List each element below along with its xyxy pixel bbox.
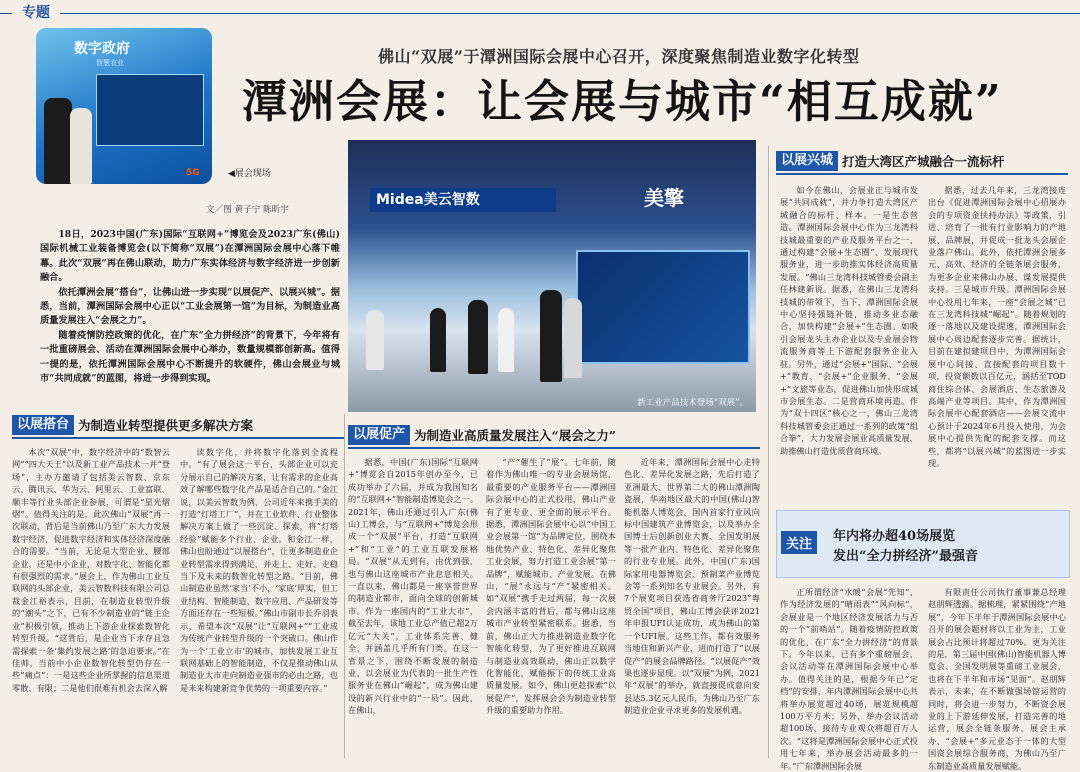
paragraph: 正所谓经济“水暖”会展“先知”，作为经济发展的“晴雨表”“风向标”，会展业是一个地区经济发展活力与否的一个“前哨站”。随着疫情防控政策的优化，在广东“全力拼经济”的背景下，今年以来，已有多个重磅展会，会议活动等在潭洲国际会展中心举办。值得关注的是，根据今年已“定档”的安排，年内潭洲国际会展中心共将举办展览超过40场，展览规模超100万平方米；另外，举办会议活动超100场，接待专业观众将超百万人次。“这将是潭洲国际会展中心正式投用七年来，举办展会活动最多的一年。”广东潭洲国际会展 (780, 587, 918, 771)
paragraph: 近年来，潭洲国际会展中心走特色化、差异化发展之路，先后打造了亚洲最大、世界第二大的佛山潭洲陶瓷展，华南地区最大的中国(佛山)智能机器人博览会，国内首家行业风向标中国建筑产业博览会，以及举办全国博士后创新创业大赛、全国发明展等一批产业内、特色化、差异化聚焦的行业专业展。此外，中国(广东)国际家用电器博览会、预制菜产业博览会等一系列知名专业展会。另外，有7个展览项目获选省商务厅2023“粤贸全国”项目，佛山工博会获评2021年申报UFI认证成功，成为佛山的第一个UFI展。这些工作，都有效服务当地佳和新兴产业，进而打造了“以展促产”的展会品牌路径。“以展促产”效果也逐步显现。以“双展”为例，2021年“双展”的举办，就直接促成意向安县达5.3亿元人民币，为佛山乃至广东制造业企业寻求更多的发展机遇。 (624, 457, 760, 716)
section-title: 打造大湾区产城融合一流标杆 (842, 154, 1005, 169)
focus-line1: 年内将办超40场展览 (833, 529, 956, 544)
section-header-industry (348, 424, 760, 446)
visitor-figure (498, 308, 514, 372)
focus-line2: 发出“全力拼经济”最强音 (833, 549, 978, 564)
top-bar (0, 0, 1080, 26)
visitor-figure (366, 310, 384, 370)
visitor-figure (44, 98, 72, 184)
section-header-city (776, 150, 1068, 172)
focus-box (776, 510, 1070, 578)
section-tag: 专题 (12, 4, 60, 22)
lead-paragraph: 随着疫情防控政策的优化，在广东“全力拼经济”的背景下，今年将有一批重磅展会、活动在潭洲国际会展中心举办，数量规模都创新高。值得一提的是，依托潭洲国际会展中心不断提升的软硬件，佛山会展业与城市“共同成就”的蓝图，将进一步得到实现。 (40, 329, 340, 385)
exhibition-photo (36, 28, 212, 184)
section-title: 为制造业高质量发展注入“展会之力” (414, 428, 616, 443)
paragraph: 据悉，过去几年来，三龙湾接连出台《促进潭洲国际会展中心招展办会的专项资金扶持办法》等政策，引进、培育了一批有行业影响力的产地展、品牌展，并促成一批龙头会展企业落户佛山。此外，依托潭洲会展多元、高效、经济的全链条展会服务，为更多企业来佛山办展、谋发展提供支持。三是城市升级。潭洲国际会展中心投用七年来，一座“会展之城”已在三龙湾科技城“崛起”。随着规划的逐一落地以及建设提速，潭洲国际会展中心周边配套逐步完善。据统计，目前在建拟建项目中，为潭洲国际会展中心间接、直接配套的项目数十项，投资额数以百亿元，涵括至TOD商住综合体、会展酒店、生态旅游及高端产业等项目。其中，作为潭洲国际会展中心配套酒店——会展交流中心预计于2024年6月投入使用，为会展中心提供先配的配套支撑。而这些，都将“以展兴城”的蓝图进一步实现。 (928, 185, 1066, 468)
article-column (780, 586, 918, 771)
section-title: 为制造业转型提供更多解决方案 (78, 418, 254, 433)
lead-paragraph: 18日，2023中国(广东)国际“互联网+”博览会及2023广东(佛山)国际机械工业装备博览会(以下简称“双展”)在潭洲国际会展中心落下帷幕。此次“双展”再在佛山联动，助力广东实体经济与数字经济进一步创新融合。 (40, 229, 340, 284)
headline-subtitle: 佛山“双展”于潭洲国际会展中心召开，深度聚焦制造业数字化转型 (378, 47, 860, 66)
booth-brand-right: 美擎 (644, 186, 684, 210)
focus-label: 关注 (781, 531, 817, 554)
lead-paragraphs (40, 228, 340, 386)
article-column (486, 456, 616, 758)
visitor-figure (468, 300, 488, 374)
5g-badge: 5G (186, 168, 200, 178)
paragraph: 有限责任公司执行董事兼总经理赵朋辉透露。据梳理，紧紧围绕“产地展”，今年下半年于潭洲国际会展中心召开的展会题材将以工业为主，工业展会占比预计将超过70%。更为关注的是，第三届中国(佛山)智能机器人博览会、全国发明展等重磅工业展会，也将在下半年和市场“见面”。赵朋辉表示，未来，在不断做强场馆运营的同时，将会进一步努力，不断资会展业的上下游延伸发展，打造完善的地运营，展会全链条服务，展会主承办、“会展+”多元业态于一体的大型国资会展综合服务商，为佛山乃至广东制造业高质量发展赋能。 (928, 587, 1066, 771)
section-label: 以展兴城 (776, 151, 838, 171)
paragraph: “产”催生了“展”。七年前，随着作为佛山唯一的专业会展场馆、最重要的产业服务平台——潭洲国际会展中心的正式投用，佛山产业有了更专业、更全面的展示平台。据悉，潭洲国际会展中心以“中国工业会展第一馆”为品牌定位，围绕本地优势产业、特色化、差异化聚焦工业会展，努力打造工业会展“第一品牌”，赋能城市、产业发展。在佛山，“展”永远与“产”紧密相关。如“双展”携手走过两届，每一次展会内涵丰富的背后，都与佛山这座城市产业转型紧密联系。据悉，当前，佛山正大力推进制造业数字化智能化转型，为了更好推进互联网与制造业高效联动，佛山正以数字化智能化，赋能振下的传统工业高质量发展。如今，佛山更趁探索“以展促产”，发挥展会会为制造业转型升级的重要助力作用。 (486, 457, 616, 716)
lead-paragraph: 依托潭洲会展“搭台”，让佛山进一步实现“以展促产、以展兴城”。据悉，当前，潭洲国际会展中心正以“工业会展第一馆”为目标，为制造业高质量发展注入“会展之力”。 (40, 286, 340, 327)
main-photo (348, 140, 756, 412)
article-column (928, 184, 1066, 504)
column-divider (344, 414, 345, 758)
paragraph: 据悉，中国(广东)国际“互联网+”博览会自2015年创办至今，已成功举办了六届，并成为我国知名的“互联网+”智能制造博览会之一。2021年，佛山还通过引入广东(佛山)工博会，与“互联网+”博览会形成一个“双展”平台，打造“互联网+”和“工业”的工业互联发展格局。“双展”从无到有，由优到强，也与佛山这座城市产业息息相关。一直以来，佛山都是一座享誉世界的制造业都市，面向全球的创新城市。作为一座国内的“工业大市”，截至去年，该地工业总产值已超2万亿元“大关”，工业体系完善、健全，并涵盖几乎所有门类。在这一背景之下，围绕不断发展的制造业，以会展业为代表的一批生产性服务业在佛山“崛起”，成为佛山建设的新兴行业中的“一员”。因此，在佛山， (348, 457, 478, 716)
article-column (780, 184, 918, 504)
article-column (12, 446, 170, 758)
section-rule (776, 173, 1068, 175)
screen-title: 数字政府 (74, 41, 130, 57)
visitor-figure (564, 298, 582, 378)
section-rule (12, 437, 344, 439)
screen-subtitle: 智慧农业 (96, 59, 124, 67)
visitor-figure (430, 308, 446, 372)
booth-brand: Midea美云智数 (370, 188, 556, 212)
article-column (928, 586, 1066, 771)
paragraph: 如今在佛山，会展业正与城市发展“共同成就”，并力争打造大湾区产城融合的标杆、样本。一是生态营造。潭洲国际会展中心作为三龙湾科技城最重要的产业及服务平台之一，通过构建“会展+生态圈”、发展现代服务业，进一步助推实体经济高质量发展。“佛山三龙湾科技城管委会副主任林建新说。据悉，在佛山三龙湾科技城的带领下，当下，潭洲国际会展中心坚持强链补链，推动多业态融合，加快构建“会展+”生态圈。如吸引会展龙头主办企业以及专业展会物流服务商等上下游配套服务企业入驻。另外，通过“会展+”国际、“会展+”教育、“会展+”企业服务、“会展+”文旅等业态，促进佛山加快形成城市会展生态。二是营商环境再造。作为“双十四区”核心之一，佛山三龙湾科技城管委会正通过一系列的政策“组合拳”，大力发展会展业高质量发展，助推佛山打造优质营商环境。 (780, 185, 918, 456)
display-screen (96, 74, 204, 146)
section-label: 以展搭台 (12, 415, 74, 435)
paragraph: 本次“双展”中，数字经济中的“数智云网”“四大天王”以及新工业产品技术一并“登场”，主办方邀请了包括美云智数、京东云、腾讯云、华为云、阿里云、工业富联、顺丰等行业头部企业参展，可谓是“星光熠熠”。值得关注的是，此次佛山“双展”再一次联动，背后是当前佛山乃至广东大力发展数字经济，促进数字经济和实体经济深度融合的需要。“当前，无论是大型企业、腰部企业，还是中小企业，对数字化、智能化都有很强烈的需求。”展会上，作为佛山工业互联网的头部企业，美云智数科技有限公司总裁金江裕表示，目前，在制造业转型升级的“潮头”之下，已有不少制造业的“链主企业”积极引领，推动上下游企业探索数智化转型升级。“这背后，是企业当下求存且急需探索一条‘集约发展之路’的急迫要求。”在佳帅，当前中小企业数智化转型仍存在一些“痛点”：一是这些企业所掌握的信息渠道零散、有限；二是他们很难有机会去深入解 (12, 447, 170, 693)
section-label: 以展促产 (348, 425, 410, 445)
visitor-figure (540, 290, 562, 382)
article-column (624, 456, 760, 758)
article-column (180, 446, 338, 758)
section-rule (348, 447, 760, 449)
paragraph: 读数字化，并将数字化落到全流程中。“有了展会这一平台，头部企业可以充分展示自己的解决方案，让有需求的企业高效了解哪些数字化产品是适合自己的。”金江说，以美云智数为例，公司近年来携手美的打造“灯塔工厂”，并在工业软件、行业整体解决方案上做了一些沉淀、探索，将“灯塔经验”赋能多个行业、企业。和金江一样，佛山也盼通过“以展搭台”，让更多制造业企业转型需求得到满足，并走上、走好、走稳当下及未来的数智化转型之路。“目前，佛山制造业虽然‘家当’不小，‘家底’厚实，但工业结构、智能制造、数字应用、产品研发等方面还存在一些短板。”佛山市副市长乔羽表示，希望本次“双展”让“互联网+”“工业成为传统产业转型升级的一个突破口。佛山作为一个‘工业立市’的城市，加快发展工业互联网基础上的智能制造，不仅是推动佛山从制造业大市走向制造业强市的必由之路，也是未来构建新竞争优势的一项重要内容。” (180, 447, 338, 693)
visitor-figure (70, 108, 92, 184)
headline-title: 潭洲会展：让会展与城市“相互成就” (242, 75, 1003, 128)
top-rule (0, 13, 1080, 14)
display-wall (576, 250, 750, 364)
main-photo-caption: 新工业产品技术登场“双展”。 (637, 398, 748, 408)
section-header-platform (12, 414, 344, 436)
column-divider (768, 146, 769, 758)
byline: 文／图 黄子宁 陈昕宇 (206, 205, 289, 215)
photo-caption: ◀展会现场 (228, 169, 271, 179)
article-column (348, 456, 478, 758)
